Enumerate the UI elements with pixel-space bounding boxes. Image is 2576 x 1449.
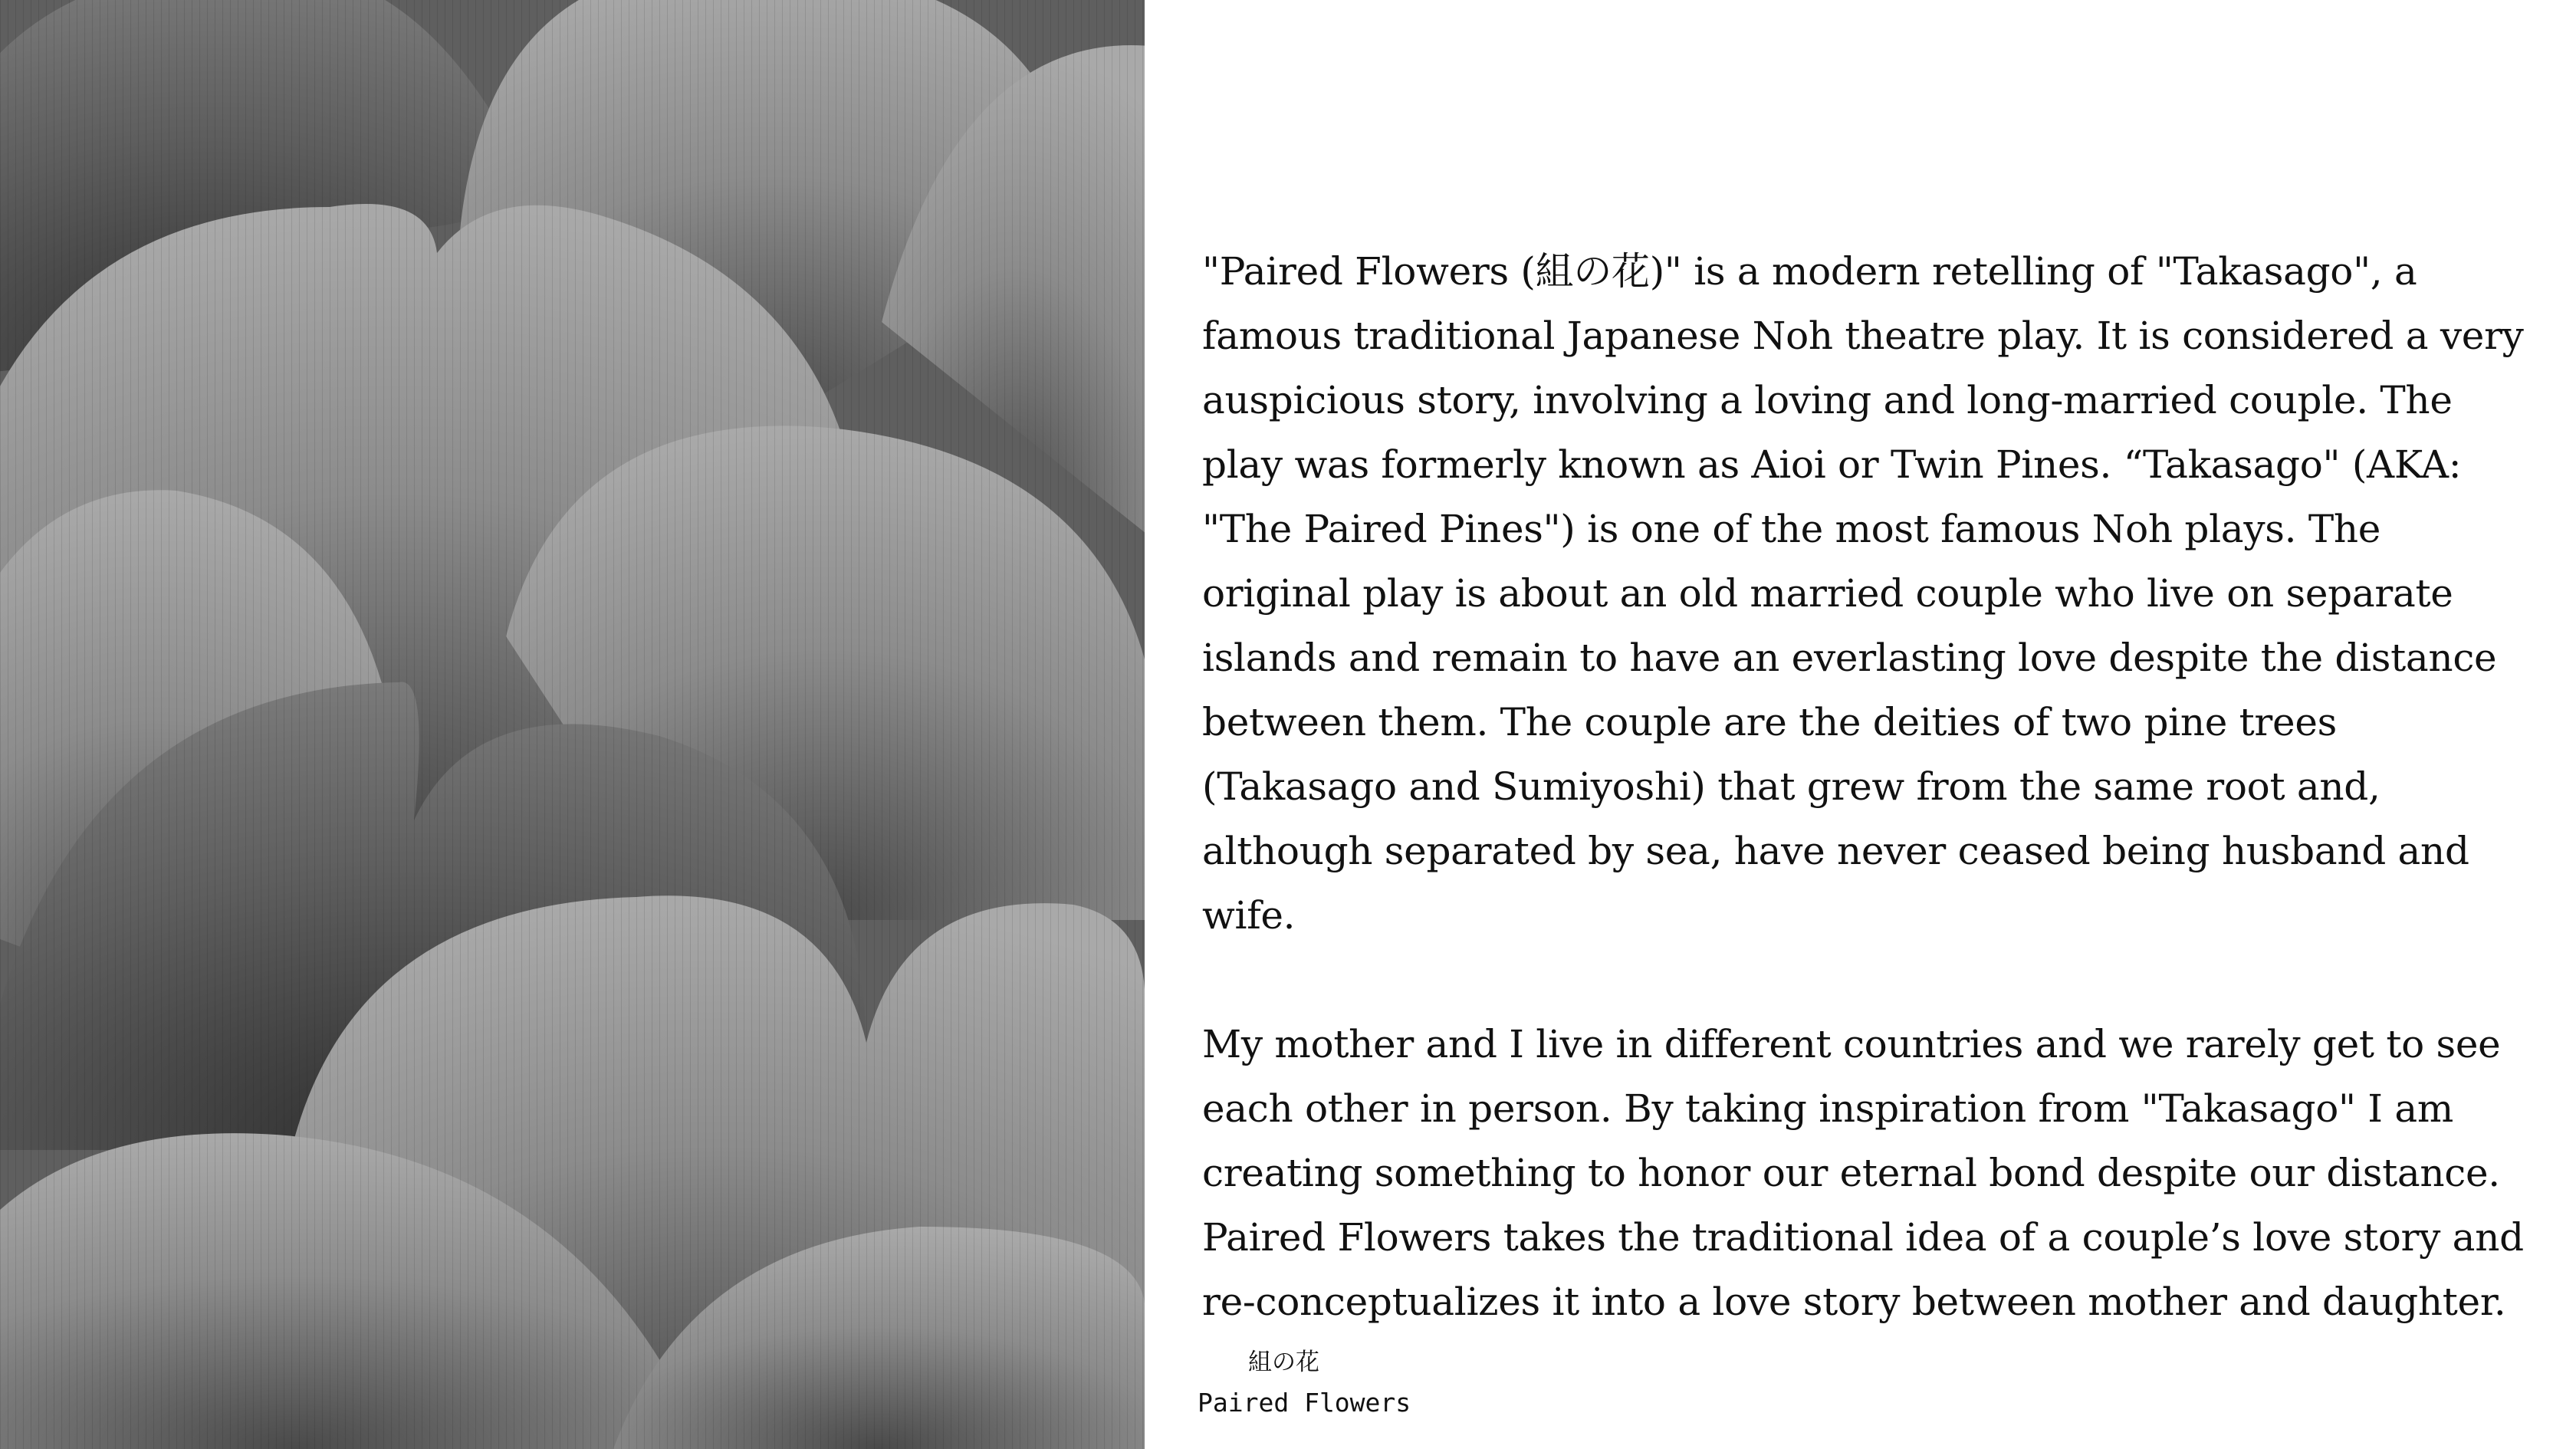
ginkgo-leaves-image: [0, 0, 1145, 1449]
footer-subtitle: Paired Flowers: [1198, 1388, 1411, 1418]
description-paragraph-2: My mother and I live in different countries and we rarely get to see each other in person. By taking inspiration from "Takasago" I am creating something to honor our eternal bond despite our distance. Paired Flowers takes the traditional idea of a couple’s love story and re-conceptualizes it into a love story between mother and daughter.: [1202, 1022, 2524, 1324]
footer-caption: [1198, 1347, 1411, 1422]
footer-kanji-title: 組の花: [1248, 1349, 1319, 1376]
description-paragraph-1: "Paired Flowers (組の花)" is a modern retelling of "Takasago", a famous traditional Japanese Noh theatre play. It is considered a very auspicious story, involving a loving and long-married couple. The play was formerly known as Aioi or Twin Pines. “Takasago" (AKA: "The Paired Pines") is one of the most famous Noh plays. The original play is about an old married couple who live on separate islands and remain to have an everlasting love despite the distance between them. The couple are the deities of two pine trees (Takasago and Sumiyoshi) that grew from the same root and, although separated by sea, have never ceased being husband and wife.: [1202, 249, 2524, 938]
description-text: [1202, 239, 2536, 1398]
